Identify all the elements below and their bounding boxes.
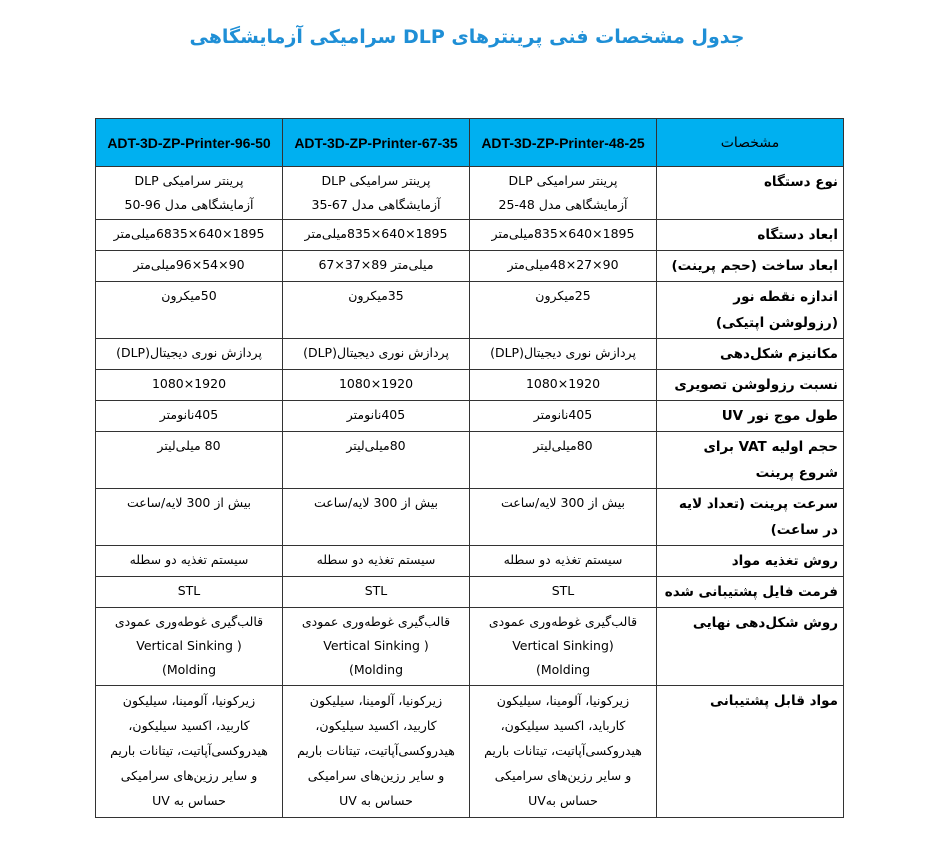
cell-value: 80میلی‌لیتر <box>470 432 657 489</box>
table-row <box>96 339 844 370</box>
row-label: روش تغذیه مواد <box>657 546 844 577</box>
table-row <box>96 167 844 220</box>
table-row <box>96 577 844 608</box>
cell-value: پردازش نوری دیجیتال(DLP) <box>283 339 470 370</box>
cell-value: زیرکونیا، آلومینا، سیلیکون کاربید، اکسید سیلیکون، هیدروکسی‌آپاتیت، تیتانات باریم و سایر رزین‌های سرامیکی حساس به UV <box>283 686 470 818</box>
cell-value: STL <box>283 577 470 608</box>
cell-value: سیستم تغذیه دو سطله <box>283 546 470 577</box>
cell-value: قالب‌گیری غوطه‌وری عمودی ( Vertical Sinking Molding) <box>283 608 470 686</box>
cell-value: 1920×1080 <box>96 370 283 401</box>
row-label: ابعاد ساخت (حجم پرینت) <box>657 251 844 282</box>
table-row <box>96 282 844 339</box>
header-model-67-35: ADT-3D-ZP-Printer-67-35 <box>283 119 470 167</box>
cell-value: STL <box>96 577 283 608</box>
header-model-96-50: ADT-3D-ZP-Printer-96-50 <box>96 119 283 167</box>
cell-value: پرینتر سرامیکی DLP آزمایشگاهی مدل 48-25 <box>470 167 657 220</box>
row-label: حجم اولیه VAT برای شروع پرینت <box>657 432 844 489</box>
row-label: نسبت رزولوشن تصویری <box>657 370 844 401</box>
page-title: جدول مشخصات فنی پرینترهای DLP سرامیکی آزمایشگاهی <box>189 26 745 48</box>
table-row <box>96 489 844 546</box>
cell-value: پردازش نوری دیجیتال(DLP) <box>470 339 657 370</box>
cell-value: 1895×640×6835میلی‌متر <box>96 220 283 251</box>
cell-value: زیرکونیا، آلومینا، سیلیکون کارباید، اکسید سیلیکون، هیدروکسی‌آپاتیت، تیتانات باریم و سایر رزین‌های سرامیکی حساس بهUV <box>470 686 657 818</box>
cell-value: قالب‌گیری غوطه‌وری عمودی ( Vertical Sinking Molding) <box>96 608 283 686</box>
cell-value: سیستم تغذیه دو سطله <box>96 546 283 577</box>
row-label: نوع دستگاه <box>657 167 844 220</box>
header-model-48-25: ADT-3D-ZP-Printer-48-25 <box>470 119 657 167</box>
cell-value: 80میلی‌لیتر <box>283 432 470 489</box>
table-row <box>96 220 844 251</box>
cell-value: سیستم تغذیه دو سطله <box>470 546 657 577</box>
cell-value: 1920×1080 <box>283 370 470 401</box>
cell-value: STL <box>470 577 657 608</box>
cell-value: پردازش نوری دیجیتال(DLP) <box>96 339 283 370</box>
cell-value: بیش از 300 لایه/ساعت <box>470 489 657 546</box>
table-row <box>96 370 844 401</box>
row-label: روش شکل‌دهی نهایی <box>657 608 844 686</box>
cell-value: 35میکرون <box>283 282 470 339</box>
cell-value: 80 میلی‌لیتر <box>96 432 283 489</box>
row-label: سرعت پرینت (تعداد لایه در ساعت) <box>657 489 844 546</box>
cell-value: 90×54×96میلی‌متر <box>96 251 283 282</box>
cell-value: زیرکونیا، آلومینا، سیلیکون کاربید، اکسید سیلیکون، هیدروکسی‌آپاتیت، تیتانات باریم و سایر رزین‌های سرامیکی حساس به UV <box>96 686 283 818</box>
cell-value: 405نانومتر <box>470 401 657 432</box>
cell-value: پرینتر سرامیکی DLP آزمایشگاهی مدل 67-35 <box>283 167 470 220</box>
cell-value: پرینتر سرامیکی DLP آزمایشگاهی مدل 96-50 <box>96 167 283 220</box>
cell-value: 1895×640×835میلی‌متر <box>470 220 657 251</box>
table-row <box>96 546 844 577</box>
cell-value: 1920×1080 <box>470 370 657 401</box>
cell-value: 405نانومتر <box>96 401 283 432</box>
cell-value: 90×27×48میلی‌متر <box>470 251 657 282</box>
row-label: مکانیزم شکل‌دهی <box>657 339 844 370</box>
cell-value: میلی‌متر 89×37×67 <box>283 251 470 282</box>
spec-table <box>95 118 844 818</box>
cell-value: بیش از 300 لایه/ساعت <box>96 489 283 546</box>
header-row <box>96 119 844 167</box>
table-row <box>96 251 844 282</box>
cell-value: 405نانومتر <box>283 401 470 432</box>
cell-value: 1895×640×835میلی‌متر <box>283 220 470 251</box>
cell-value: قالب‌گیری غوطه‌وری عمودی (Vertical Sinking Molding) <box>470 608 657 686</box>
table-row <box>96 401 844 432</box>
table-row <box>96 432 844 489</box>
table-row <box>96 686 844 818</box>
row-label: ابعاد دستگاه <box>657 220 844 251</box>
cell-value: 50میکرون <box>96 282 283 339</box>
cell-value: 25میکرون <box>470 282 657 339</box>
header-label: مشخصات <box>657 119 844 167</box>
row-label: فرمت فایل پشتیبانی شده <box>657 577 844 608</box>
row-label: طول موج نور UV <box>657 401 844 432</box>
cell-value: بیش از 300 لایه/ساعت <box>283 489 470 546</box>
row-label: مواد قابل پشتیبانی <box>657 686 844 818</box>
table-row <box>96 608 844 686</box>
row-label: اندازه نقطه نور (رزولوشن اپتیکی) <box>657 282 844 339</box>
